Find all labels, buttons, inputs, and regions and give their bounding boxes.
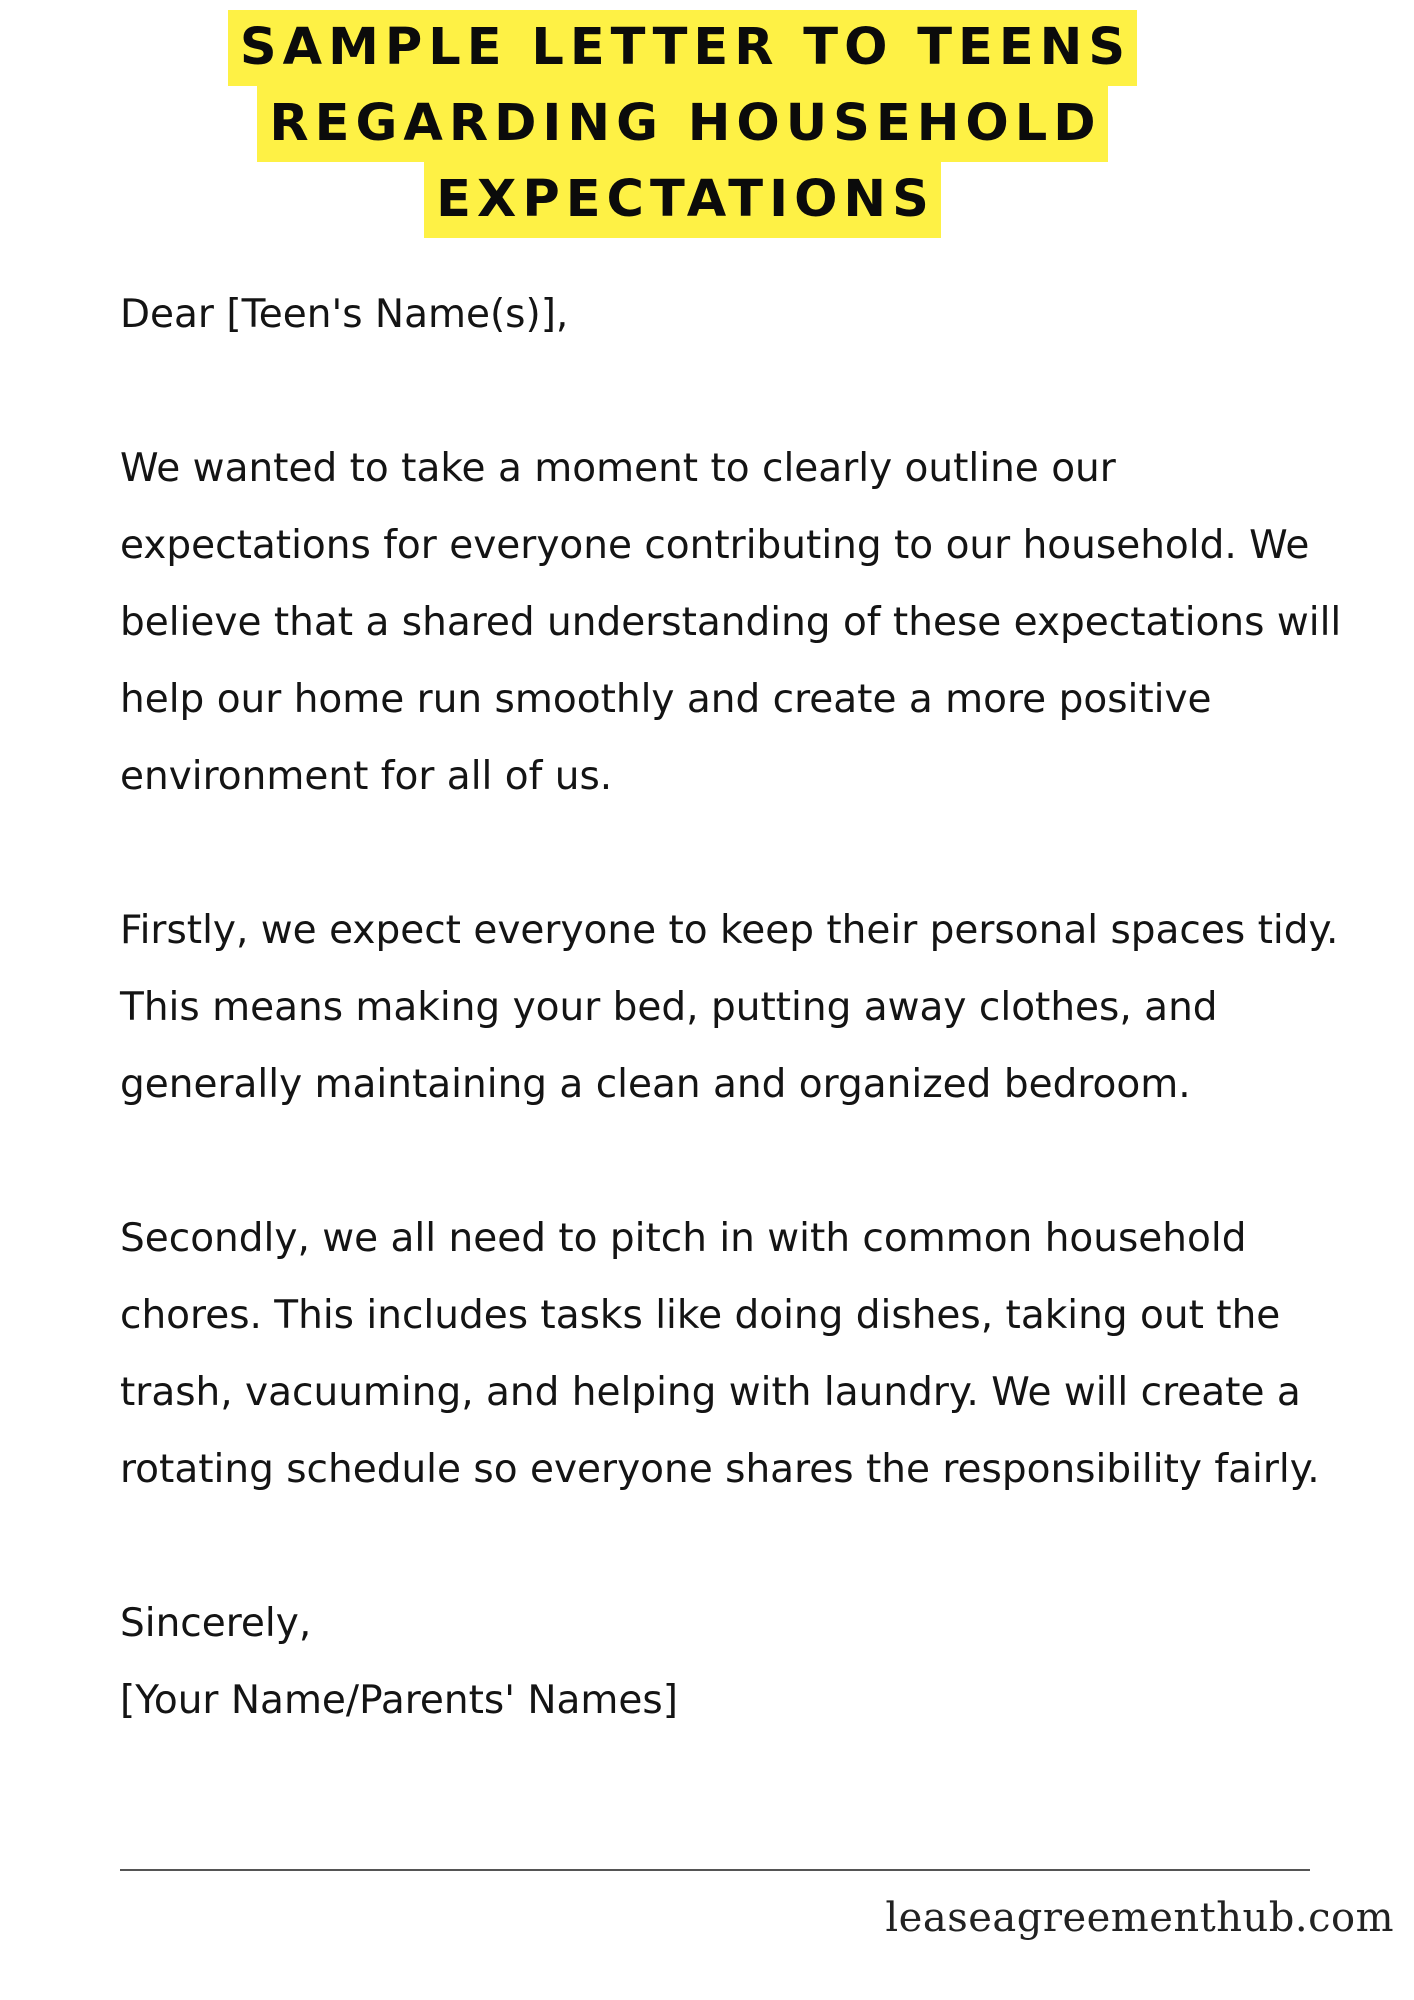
- letter-paragraph-intro: We wanted to take a moment to clearly outline our expectations for everyone contributing to our household. We believe that a shared understanding of these expectations will help our home run smoothly and create a more positive environment for all of us.: [120, 446, 1342, 799]
- signature-line: [120, 1869, 1310, 1871]
- site-watermark: leaseagreementhub.com: [885, 1895, 1394, 1941]
- letter-paragraph-firstly: Firstly, we expect everyone to keep their personal spaces tidy. This means making your bed, putting away clothes, and generally maintaining a clean and organized bedroom.: [120, 908, 1339, 1107]
- letter-body: [120, 276, 1370, 1739]
- document-title: [120, 10, 1245, 238]
- title-line-1: SAMPLE LETTER TO TEENS: [228, 10, 1137, 86]
- title-line-2: REGARDING HOUSEHOLD: [257, 86, 1107, 162]
- letter-greeting: Dear [Teen's Name(s)],: [120, 292, 569, 337]
- title-line-3: EXPECTATIONS: [424, 162, 941, 238]
- letter-signature: [Your Name/Parents' Names]: [120, 1678, 678, 1723]
- letter-paragraph-secondly: Secondly, we all need to pitch in with common household chores. This includes tasks like doing dishes, taking out the trash, vacuuming, and helping with laundry. We will create a rotating schedule so everyone shares the responsibility fairly.: [120, 1216, 1320, 1492]
- letter-closing: Sincerely,: [120, 1601, 312, 1646]
